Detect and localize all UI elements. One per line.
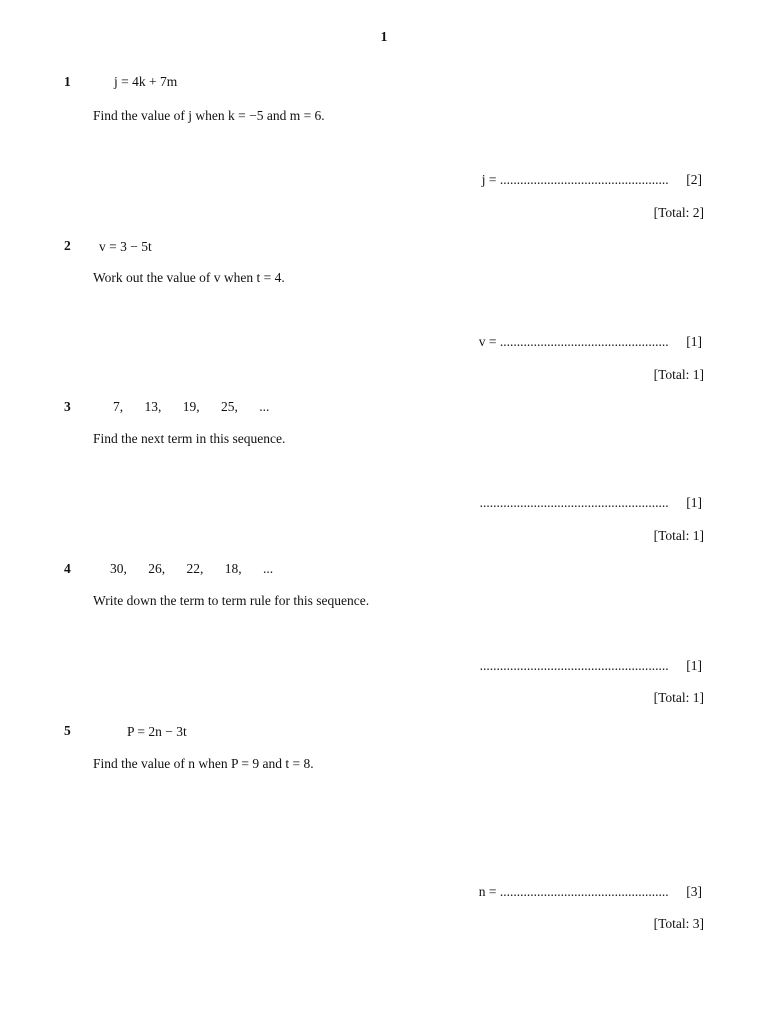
sequence-term: 13,: [144, 399, 162, 414]
marks-label: [1]: [686, 495, 702, 510]
sequence-term: 26,: [148, 561, 166, 576]
sequence: [110, 561, 291, 577]
answer-line[interactable]: [479, 334, 702, 350]
total-marks: [Total: 3]: [653, 916, 704, 931]
marks-label: [3]: [686, 884, 702, 899]
sequence-term: 19,: [182, 399, 200, 414]
answer-dots: ........................................................: [479, 495, 669, 510]
question-prompt: Find the next term in this sequence.: [93, 431, 286, 446]
answer-line[interactable]: [479, 884, 702, 900]
question-prompt: Find the value of n when P = 9 and t = 8.: [93, 756, 314, 771]
answer-label: v =: [478, 334, 497, 349]
sequence-term: 7,: [113, 399, 124, 414]
sequence-term: ...: [263, 561, 274, 576]
question-expression: v = 3 − 5t: [99, 239, 152, 254]
total-marks: [Total: 1]: [653, 367, 704, 382]
sequence: [113, 399, 287, 415]
answer-dots: ........................................................: [479, 658, 669, 673]
sequence-term: 22,: [186, 561, 204, 576]
answer-dots: ..................................................: [499, 884, 669, 899]
sequence-term: 18,: [224, 561, 242, 576]
total-marks: [Total: 2]: [653, 205, 704, 220]
question-number: 5: [64, 723, 71, 738]
question-prompt: Find the value of j when k = −5 and m = 6.: [93, 108, 325, 123]
question-number: 4: [64, 561, 71, 576]
question-number: 1: [64, 74, 71, 89]
question-prompt: Work out the value of v when t = 4.: [93, 270, 285, 285]
sequence-term: 25,: [221, 399, 238, 414]
question-number: 3: [64, 399, 71, 414]
answer-label: n =: [478, 884, 497, 899]
sequence-term: 30,: [110, 561, 127, 576]
sequence-term: ...: [259, 399, 270, 414]
question-expression: j = 4k + 7m: [114, 74, 178, 89]
question-prompt: Write down the term to term rule for this sequence.: [93, 593, 370, 608]
total-marks: [Total: 1]: [653, 690, 704, 705]
answer-label: j =: [481, 172, 497, 187]
answer-line[interactable]: [480, 658, 702, 674]
marks-label: [1]: [686, 334, 702, 349]
marks-label: [1]: [686, 658, 702, 673]
answer-line[interactable]: [480, 495, 702, 511]
question-expression: P = 2n − 3t: [127, 724, 187, 739]
answer-line[interactable]: [482, 172, 702, 188]
marks-label: [2]: [686, 172, 702, 187]
page-number: 1: [380, 29, 388, 44]
question-number: 2: [64, 238, 71, 253]
total-marks: [Total: 1]: [653, 528, 704, 543]
answer-dots: ..................................................: [499, 334, 669, 349]
answer-dots: ..................................................: [499, 172, 669, 187]
